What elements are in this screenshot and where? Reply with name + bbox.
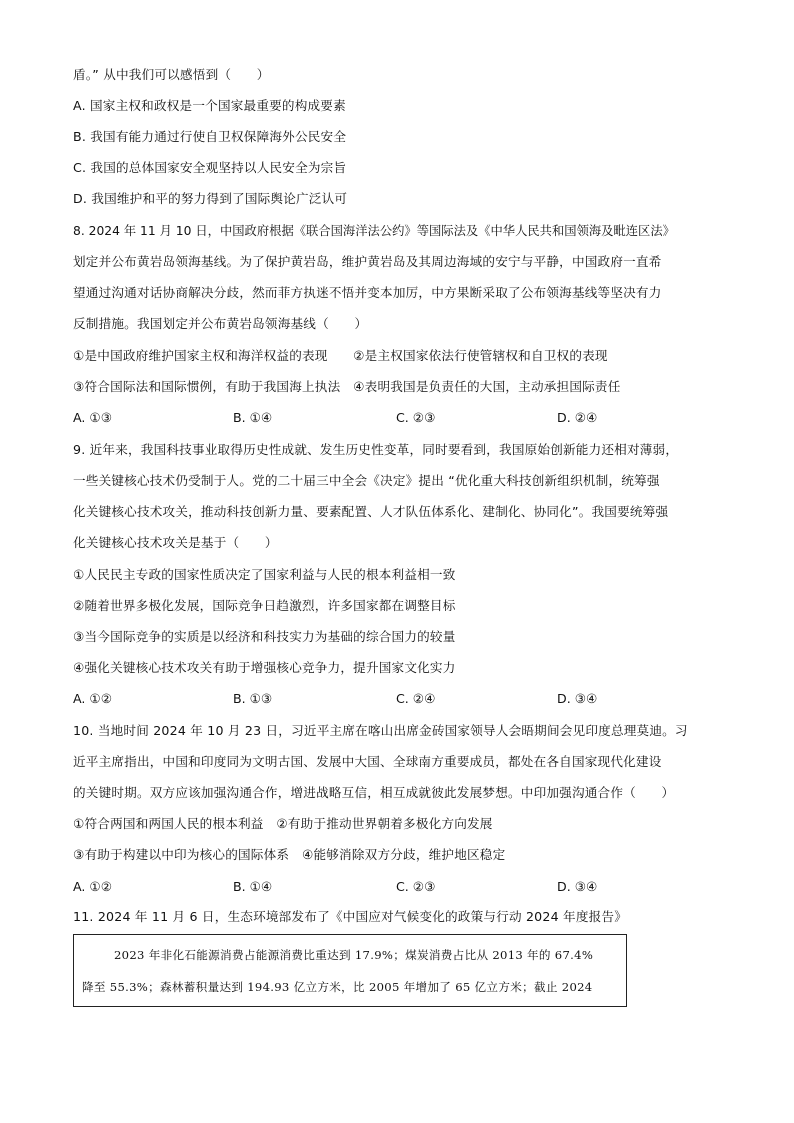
q11-box-line: 2023 年非化石能源消费占能源消费比重达到 17.9%；煤炭消费占比从 2013 年的 67.4% <box>114 948 594 962</box>
q9-choice-c: C. ②④ <box>396 691 436 706</box>
q9-stem-line: 9. 近年来，我国科技事业取得历史性成就、发生历史性变革，同时要看到，我国原始创新能力还相对薄弱， <box>73 442 679 457</box>
q8-stem-line: 8. 2024 年 11 月 10 日，中国政府根据《联合国海洋法公约》等国际法及《中华人民共和国领海及毗连区法》 <box>73 224 675 238</box>
q10-choice-d: D. ③④ <box>557 879 598 894</box>
q10-stem-line: 10. 当地时间 2024 年 10 月 23 日，习近平主席在喀山出席金砖国家领导人会晤期间会见印度总理莫迪。习 <box>73 723 688 738</box>
q8-choice-a: A. ①③ <box>73 410 112 425</box>
q8-stem-line: 反制措施。我国划定并公布黄岩岛领海基线（ ） <box>73 316 368 331</box>
q10-choice-b: B. ①④ <box>233 879 273 894</box>
q7-option-d: D. 我国维护和平的努力得到了国际舆论广泛认可 <box>73 191 348 206</box>
q10-choice-c: C. ②③ <box>396 879 436 894</box>
q7-option-a: A. 国家主权和政权是一个国家最重要的构成要素 <box>73 98 346 113</box>
q11-stem: 11. 2024 年 11 月 6 日，生态环境部发布了《中国应对气候变化的政策与行动 2024 年度报告》 <box>73 909 627 924</box>
q10-statement: ③有助于构建以中印为核心的国际体系 ④能够消除双方分歧，维护地区稳定 <box>73 847 506 862</box>
q9-statement: ④强化关键核心技术攻关有助于增强核心竞争力，提升国家文化实力 <box>73 660 456 675</box>
q8-stem-line: 划定并公布黄岩岛领海基线。为了保护黄岩岛，维护黄岩岛及其周边海域的安宁与平静，中国政府一直希 <box>73 254 662 269</box>
q9-choice-b: B. ①③ <box>233 691 273 706</box>
q9-stem-line: 一些关键核心技术仍受制于人。党的二十届三中全会《决定》提出 “优化重大科技创新组织机制，统筹强 <box>73 473 660 488</box>
q9-stem-line: 化关键核心技术攻关，推动科技创新力量、要素配置、人才队伍体系化、建制化、协同化”。我国要统筹强 <box>73 504 669 519</box>
q11-box-line: 降至 55.3%；森林蓄积量达到 194.93 亿立方米，比 2005 年增加了 65 亿立方米；截止 2024 <box>82 980 593 994</box>
q7-stem-end: 盾。” 从中我们可以感悟到（ ） <box>73 67 270 82</box>
q9-statement: ③当今国际竞争的实质是以经济和科技实力为基础的综合国力的较量 <box>73 629 456 644</box>
q9-stem-line: 化关键核心技术攻关是基于（ ） <box>73 535 278 550</box>
q9-statement: ①人民民主专政的国家性质决定了国家利益与人民的根本利益相一致 <box>73 567 456 582</box>
q8-statement: ①是中国政府维护国家主权和海洋权益的表现 ②是主权国家依法行使管辖权和自卫权的表现 <box>73 348 608 363</box>
q9-choice-a: A. ①② <box>73 691 112 706</box>
q9-statement: ②随着世界多极化发展，国际竞争日趋激烈，许多国家都在调整目标 <box>73 598 456 613</box>
q8-choice-c: C. ②③ <box>396 410 436 425</box>
q9-choice-d: D. ③④ <box>557 691 598 706</box>
q10-stem-line: 近平主席指出，中国和印度同为文明古国、发展中大国、全球南方重要成员，都处在各自国家现代化建设 <box>73 754 662 769</box>
q8-statement: ③符合国际法和国际惯例，有助于我国海上执法 ④表明我国是负责任的大国，主动承担国际责任 <box>73 379 621 394</box>
q11-material-box <box>73 934 627 1007</box>
q7-option-c: C. 我国的总体国家安全观坚持以人民安全为宗旨 <box>73 160 347 175</box>
q8-choice-b: B. ①④ <box>233 410 273 425</box>
q10-choice-a: A. ①② <box>73 879 112 894</box>
q10-statement: ①符合两国和两国人民的根本利益 ②有助于推动世界朝着多极化方向发展 <box>73 816 493 831</box>
q10-stem-line: 的关键时期。双方应该加强沟通合作，增进战略互信，相互成就彼此发展梦想。中印加强沟通合作（ ） <box>73 785 675 800</box>
q8-choice-d: D. ②④ <box>557 410 598 425</box>
q7-option-b: B. 我国有能力通过行使自卫权保障海外公民安全 <box>73 129 347 144</box>
q8-stem-line: 望通过沟通对话协商解决分歧，然而菲方执迷不悟并变本加厉，中方果断采取了公布领海基线等坚决有力 <box>73 285 662 300</box>
